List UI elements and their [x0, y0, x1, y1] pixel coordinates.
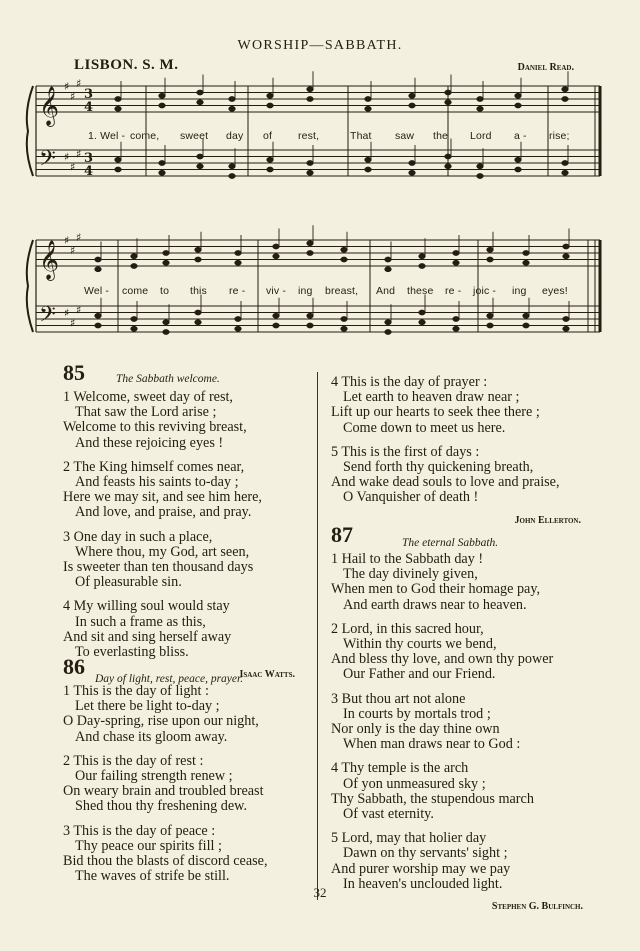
verse-line: On weary brain and troubled breast: [63, 783, 264, 800]
note-head: [409, 160, 416, 165]
verse: [331, 761, 583, 822]
lyric-syllable: the: [433, 130, 449, 142]
verse: [331, 375, 581, 436]
note-head: [197, 154, 204, 159]
note-head: [131, 263, 138, 268]
hymn-title: The Sabbath welcome.: [116, 373, 220, 385]
note-head: [159, 93, 166, 98]
verse-line: Let earth to heaven draw near ;: [343, 389, 520, 406]
verse: [63, 390, 295, 451]
sharp-icon: ♯: [64, 80, 70, 93]
note-head: [267, 167, 274, 172]
sharp-icon: ♯: [70, 160, 76, 174]
note-head: [195, 247, 202, 252]
sharp-icon: ♯: [76, 147, 82, 161]
lyric-syllable: Lord: [470, 130, 492, 142]
note-head: [163, 250, 170, 255]
verse: [63, 824, 303, 885]
note-head: [95, 323, 102, 328]
note-head: [419, 310, 426, 315]
verse: [331, 692, 583, 753]
note-head: [163, 320, 170, 325]
note-head: [385, 257, 392, 262]
note-head: [453, 250, 460, 255]
note-head: [409, 170, 416, 175]
note-head: [341, 247, 348, 252]
sharp-icon: ♯: [70, 89, 76, 103]
lyric-syllable: day: [226, 130, 244, 142]
verse-line: In such a frame as this,: [75, 613, 206, 630]
verse-line: 2 The King himself comes near,: [63, 458, 245, 475]
verse-line: Of yon unmeasured sky ;: [343, 775, 486, 792]
verse-line: 2 Lord, in this sacred hour,: [331, 620, 484, 637]
sharp-icon: ♯: [76, 230, 82, 244]
lyric-syllable: breast,: [325, 285, 359, 297]
note-head: [115, 157, 122, 162]
hymn-author: Stephen G. Bulfinch.: [491, 901, 583, 913]
note-head: [131, 254, 138, 259]
note-head: [419, 320, 426, 325]
verse-line: 3 One day in such a place,: [63, 528, 213, 545]
verse-line: Dawn on thy servants' sight ;: [343, 845, 508, 862]
verse-line: Of vast eternity.: [343, 806, 434, 823]
note-head: [453, 316, 460, 321]
verse-line: 4 This is the day of prayer :: [331, 374, 488, 390]
sharp-icon: ♯: [64, 234, 70, 247]
note-head: [197, 164, 204, 169]
note-head: [562, 170, 569, 175]
verse-line: Here we may sit, and see him here,: [63, 489, 262, 506]
note-head: [115, 167, 122, 172]
note-head: [159, 160, 166, 165]
verse-line: 4 My willing soul would stay: [63, 598, 230, 615]
verse-line: Within thy courts we bend,: [343, 636, 497, 653]
treble-clef-icon: 𝄞: [39, 86, 60, 126]
note-head: [523, 323, 530, 328]
note-head: [235, 326, 242, 331]
note-head: [409, 93, 416, 98]
note-head: [307, 241, 314, 246]
lyric-syllable: rise;: [549, 130, 570, 142]
note-head: [515, 103, 522, 108]
note-head: [523, 313, 530, 318]
note-head: [195, 257, 202, 262]
note-head: [341, 257, 348, 262]
lyric-syllable: ing: [512, 285, 527, 297]
note-head: [487, 247, 494, 252]
time-signature-bottom: 4: [84, 100, 94, 115]
lyric-syllable: joic -: [473, 285, 497, 297]
lyric-syllable: And: [376, 285, 396, 297]
verse-line: Our failing strength renew ;: [75, 768, 233, 785]
note-head: [385, 320, 392, 325]
verse-line: And these rejoicing eyes !: [75, 434, 224, 451]
note-head: [307, 170, 314, 175]
lyric-syllable: this: [190, 285, 207, 297]
note-head: [487, 257, 494, 262]
verse-line: 5 This is the first of days :: [331, 443, 480, 460]
note-head: [563, 316, 570, 321]
note-head: [159, 170, 166, 175]
sharp-icon: ♯: [70, 243, 76, 257]
note-head: [385, 267, 392, 272]
note-head: [197, 100, 204, 105]
verse-line: Of pleasurable sin.: [75, 574, 182, 591]
note-head: [562, 160, 569, 165]
note-head: [341, 326, 348, 331]
sharp-icon: ♯: [70, 316, 76, 330]
lyric-syllable: rest,: [298, 130, 320, 142]
treble-clef-icon: 𝄞: [39, 240, 60, 280]
verse: [331, 831, 583, 892]
note-head: [229, 173, 236, 178]
lyrics-line-2: [0, 285, 640, 299]
note-head: [267, 93, 274, 98]
lyric-syllable: eyes!: [542, 285, 568, 297]
note-head: [365, 167, 372, 172]
hymn-85: [63, 360, 295, 682]
note-head: [365, 157, 372, 162]
note-head: [562, 87, 569, 92]
time-signature-top: 3: [84, 87, 94, 102]
note-head: [523, 260, 530, 265]
hymn-author: John Ellerton.: [514, 514, 581, 526]
note-head: [195, 310, 202, 315]
note-head: [419, 263, 426, 268]
hymn-author: Isaac Watts.: [239, 669, 295, 681]
verse-line: 1 This is the day of light :: [63, 683, 209, 699]
note-head: [515, 157, 522, 162]
page-number: 32: [313, 885, 327, 900]
note-head: [95, 267, 102, 272]
verse-line: And feasts his saints to-day ;: [75, 474, 239, 491]
note-head: [445, 90, 452, 95]
verse-line: In courts by mortals trod ;: [343, 705, 491, 722]
note-head: [365, 96, 372, 101]
note-head: [131, 326, 138, 331]
note-head: [307, 250, 314, 255]
note-head: [307, 96, 314, 101]
note-head: [453, 326, 460, 331]
page-header: WORSHIP—SABBATH.: [237, 38, 403, 53]
note-head: [159, 103, 166, 108]
note-head: [229, 96, 236, 101]
verse-line: And love, and praise, and pray.: [75, 504, 252, 521]
verse: [331, 622, 583, 683]
note-head: [273, 244, 280, 249]
verse: [63, 460, 295, 521]
hymn-number: 85: [63, 360, 85, 385]
verse-line: Lift up our hearts to seek thee there ;: [331, 404, 540, 421]
note-head: [563, 254, 570, 259]
note-head: [163, 260, 170, 265]
note-head: [115, 106, 122, 111]
hymn-86: [63, 654, 303, 893]
note-head: [95, 313, 102, 318]
note-head: [131, 316, 138, 321]
note-head: [229, 106, 236, 111]
note-head: [273, 323, 280, 328]
time-signature-top: 3: [84, 151, 94, 166]
verse-line: And sit and sing herself away: [63, 628, 232, 645]
note-head: [267, 103, 274, 108]
lyric-syllable: Wel -: [84, 285, 110, 297]
note-head: [235, 260, 242, 265]
note-head: [477, 173, 484, 178]
note-head: [445, 164, 452, 169]
note-head: [307, 313, 314, 318]
note-head: [307, 323, 314, 328]
verse-line: When man draws near to God :: [343, 736, 521, 753]
note-head: [453, 260, 460, 265]
note-head: [487, 323, 494, 328]
lyric-syllable: viv -: [266, 285, 286, 297]
note-head: [235, 250, 242, 255]
verse-line: 5 Lord, may that holier day: [331, 830, 487, 847]
note-head: [562, 96, 569, 101]
note-head: [487, 313, 494, 318]
verse-line: Welcome to this reviving breast,: [63, 419, 247, 436]
lyrics-line-1: [0, 130, 640, 144]
tune-name: LISBON. S. M.: [74, 57, 179, 73]
note-head: [229, 164, 236, 169]
lyric-syllable: re -: [445, 285, 462, 297]
verse-line: 4 Thy temple is the arch: [331, 760, 469, 777]
verse-line: When men to God their homage pay,: [331, 581, 541, 598]
sharp-icon: ♯: [64, 150, 70, 164]
bass-clef-icon: 𝄢: [39, 302, 56, 333]
verse-line: The day divinely given,: [343, 566, 478, 583]
note-head: [267, 157, 274, 162]
verse: [63, 754, 303, 815]
lyric-syllable: of: [263, 130, 273, 142]
sharp-icon: ♯: [76, 303, 82, 317]
note-head: [365, 106, 372, 111]
hymn-number: 86: [63, 654, 85, 679]
note-head: [341, 316, 348, 321]
note-head: [477, 96, 484, 101]
verse-line: Is sweeter than ten thousand days: [63, 559, 254, 576]
verse-line: The waves of strife be still.: [75, 868, 230, 885]
verse-line: That saw the Lord arise ;: [75, 404, 217, 421]
lyric-syllable: sweet: [180, 130, 209, 142]
note-head: [477, 164, 484, 169]
lyric-syllable: re -: [229, 285, 246, 297]
verse-line: Our Father and our Friend.: [343, 666, 496, 683]
note-head: [419, 254, 426, 259]
hymn-86-continued: [331, 375, 581, 528]
lyric-syllable: 1. Wel -: [88, 130, 126, 142]
note-head: [477, 106, 484, 111]
note-head: [235, 316, 242, 321]
note-head: [385, 329, 392, 334]
verse-line: 1 Welcome, sweet day of rest,: [63, 389, 233, 405]
verse-line: O Day-spring, rise upon our night,: [63, 713, 259, 730]
lyric-syllable: come: [122, 285, 149, 297]
music-score: [0, 0, 640, 370]
verse-line: Thy peace our spirits fill ;: [75, 837, 222, 854]
verse-line: Where thou, my God, art seen,: [75, 543, 250, 560]
verse-line: 3 But thou art not alone: [331, 690, 466, 707]
column-divider: [317, 372, 318, 900]
verse-line: And bless thy love, and own thy power: [331, 651, 554, 668]
verse-line: Thy Sabbath, the stupendous march: [331, 790, 534, 807]
verse: [63, 599, 295, 660]
verse-line: To everlasting bliss.: [75, 644, 189, 661]
hymn-title: The eternal Sabbath.: [402, 537, 499, 549]
note-head: [409, 103, 416, 108]
hymn-number: 87: [331, 522, 353, 547]
lyric-syllable: That: [350, 130, 372, 142]
lyric-syllable: ing: [298, 285, 313, 297]
lyric-syllable: to: [160, 285, 170, 297]
sharp-icon: ♯: [76, 76, 82, 90]
verse-line: And purer worship may we pay: [331, 860, 511, 877]
verse-line: Come down to meet us here.: [343, 419, 506, 436]
verse-line: Shed thou thy freshening dew.: [75, 798, 248, 815]
note-head: [95, 257, 102, 262]
verse-line: And earth draws near to heaven.: [343, 596, 527, 613]
note-head: [163, 329, 170, 334]
lyric-syllable: come,: [130, 130, 160, 142]
verse-line: 1 Hail to the Sabbath day !: [331, 551, 484, 567]
note-head: [515, 167, 522, 172]
verse-line: In heaven's unclouded light.: [343, 875, 503, 892]
note-head: [273, 313, 280, 318]
note-head: [563, 244, 570, 249]
verse: [331, 552, 583, 613]
verse-line: And wake dead souls to love and praise,: [331, 474, 560, 491]
note-head: [273, 254, 280, 259]
note-head: [445, 100, 452, 105]
note-head: [445, 154, 452, 159]
verse: [63, 684, 303, 745]
hymn-title: Day of light, rest, peace, prayer.: [95, 673, 244, 685]
sharp-icon: ♯: [64, 306, 70, 320]
verse-line: O Vanquisher of death !: [343, 489, 479, 506]
lyric-syllable: a -: [514, 130, 527, 142]
bass-clef-icon: 𝄢: [39, 146, 56, 177]
note-head: [115, 96, 122, 101]
verse-line: 3 This is the day of peace :: [63, 822, 216, 839]
note-head: [195, 320, 202, 325]
verse: [331, 445, 581, 506]
verse-line: Nor only is the day thine own: [331, 721, 500, 738]
time-signature-bottom: 4: [84, 164, 94, 179]
composer-credit: Daniel Read.: [517, 62, 574, 73]
verse: [63, 530, 295, 591]
lyric-syllable: these: [407, 285, 434, 297]
verse-line: Send forth thy quickening breath,: [343, 459, 534, 476]
verse-line: 2 This is the day of rest :: [63, 752, 204, 769]
verse-line: Bid thou the blasts of discord cease,: [63, 853, 268, 870]
note-head: [515, 93, 522, 98]
note-head: [307, 160, 314, 165]
note-head: [523, 250, 530, 255]
hymn-87: [331, 522, 583, 914]
lyric-syllable: saw: [395, 130, 415, 142]
note-head: [197, 90, 204, 95]
note-head: [563, 326, 570, 331]
verse-line: And chase its gloom away.: [75, 728, 228, 745]
verse-line: Let there be light to-day ;: [75, 698, 220, 715]
note-head: [307, 87, 314, 92]
